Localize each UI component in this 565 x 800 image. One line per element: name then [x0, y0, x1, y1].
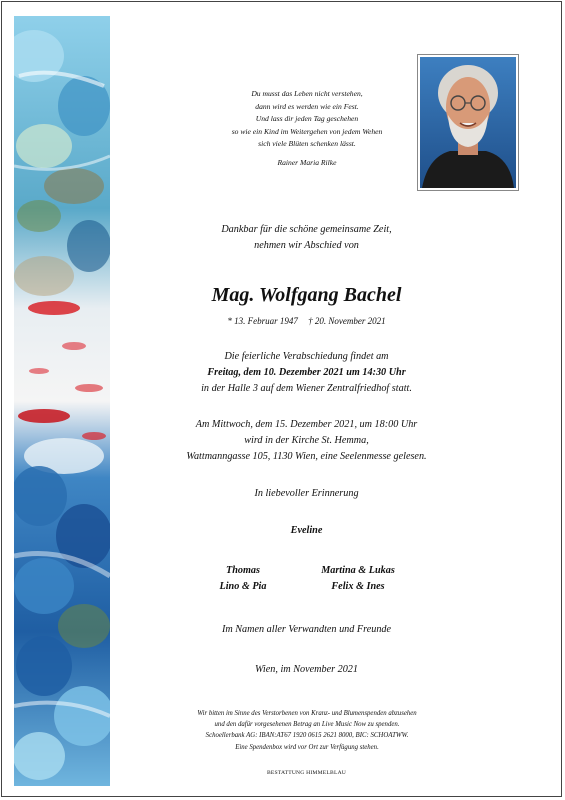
ceremony-line: Die feierliche Verabschiedung findet am	[224, 351, 389, 362]
poem-line: dann wird es werden wie ein Fest.	[255, 101, 359, 111]
deceased-name: Mag. Wolfgang Bachel	[211, 284, 402, 306]
poem-author: Rainer Maria Rilke	[277, 157, 337, 167]
ceremony-datetime: Freitag, dem 10. Dezember 2021 um 14:30 Uhr	[207, 367, 406, 378]
family-member: Martina & Lukas	[321, 565, 395, 576]
spouse-name: Eveline	[290, 525, 323, 536]
poem-line: so wie ein Kind im Weitergehen von jedem Wehen	[231, 126, 383, 136]
death-date: † 20. November 2021	[308, 316, 386, 326]
intro-line: Dankbar für die schöne gemeinsame Zeit,	[221, 224, 392, 235]
relatives-line: Im Namen aller Verwandten und Freunde	[221, 624, 392, 635]
obituary-card	[1, 1, 562, 797]
portrait-image	[420, 57, 516, 188]
undertaker-name: BESTATTUNG HIMMELBLAU	[266, 770, 347, 776]
notice-line: und den dafür vorgesehenen Betrag an Live Music Now zu spenden.	[214, 721, 400, 729]
family-member: Lino & Pia	[219, 581, 267, 592]
intro-text	[114, 222, 499, 254]
notice-line: Schoellerbank AG: IBAN:AT67 1920 0615 2621 8000, BIC: SCHOATWW.	[205, 732, 409, 740]
intro-line: nehmen wir Abschied von	[254, 240, 359, 251]
abstract-painting-strip	[14, 16, 110, 786]
family-member: Felix & Ines	[331, 581, 385, 592]
mass-line: wird in der Kirche St. Hemma,	[244, 435, 369, 446]
painting-image	[14, 16, 110, 786]
mass-info	[114, 417, 499, 465]
mass-line: Wattmanngasse 105, 1130 Wien, eine Seelenmesse gelesen.	[186, 451, 427, 462]
ceremony-info	[114, 349, 499, 397]
family-member: Thomas	[226, 565, 260, 576]
mass-line: Am Mittwoch, dem 15. Dezember 2021, um 18:00 Uhr	[195, 419, 418, 430]
poem-line: Du musst das Leben nicht verstehen,	[251, 89, 363, 98]
life-dates	[114, 314, 499, 328]
birth-date: * 13. Februar 1947	[227, 316, 298, 326]
donation-notice	[132, 708, 482, 753]
memory-line: In liebevoller Erinnerung	[254, 488, 359, 499]
poem	[187, 88, 427, 170]
poem-line: Und lass dir jeden Tag geschehen	[255, 114, 359, 124]
portrait-photo	[417, 54, 519, 191]
place-date: Wien, im November 2021	[255, 664, 358, 675]
notice-line: Eine Spendenbox wird vor Ort zur Verfügung stehen.	[235, 743, 379, 751]
ceremony-line: in der Halle 3 auf dem Wiener Zentralfriedhof statt.	[201, 383, 412, 394]
poem-line: sich viele Blüten schenken lässt.	[258, 139, 356, 149]
notice-line: Wir bitten im Sinne des Verstorbenen von Kranz- und Blumenspenden abzusehen	[197, 710, 417, 717]
family-column-right	[278, 563, 438, 595]
